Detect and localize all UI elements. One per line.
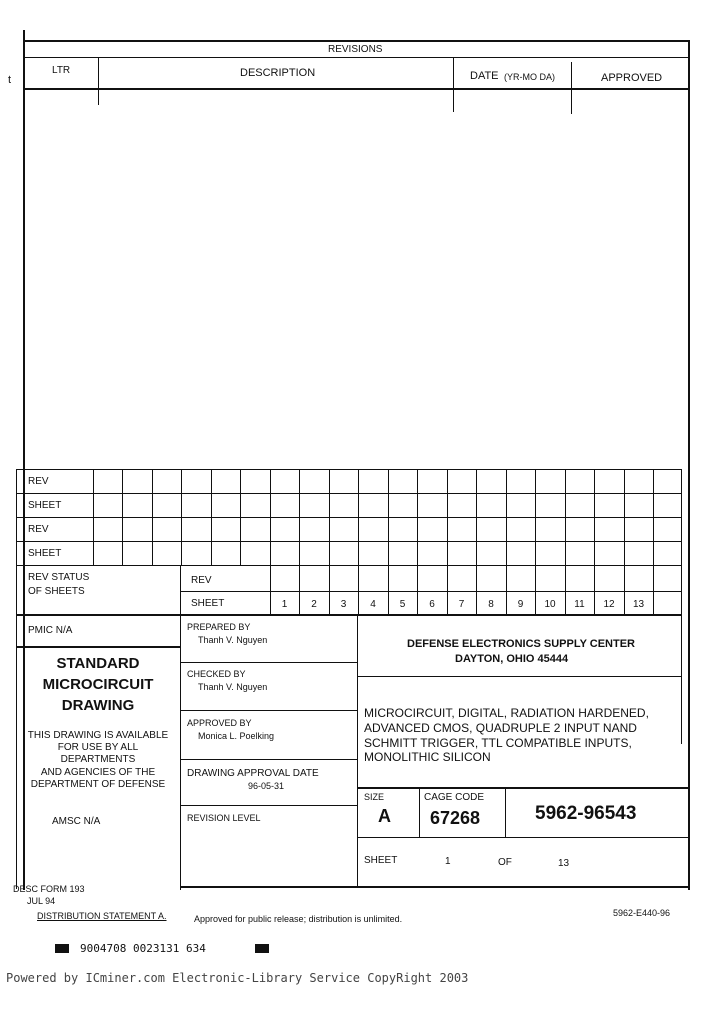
form-date: JUL 94 (27, 896, 56, 906)
item-title-line1: MICROCIRCUIT, DIGITAL, RADIATION HARDENED, (364, 706, 649, 720)
sheet-number-3: 3 (340, 599, 347, 610)
checked-by-label: CHECKED BY (187, 669, 246, 679)
sheet-number-7: 7 (458, 599, 465, 610)
approval-date-value: 96-05-31 (248, 781, 285, 791)
revisions-title: REVISIONS (328, 44, 383, 55)
date-format: (YR-MO DA) (504, 72, 555, 82)
barcode-block-left (55, 944, 69, 953)
sheet-number-1: 1 (281, 599, 288, 610)
size-label: SIZE (364, 792, 385, 802)
sheet-number-4: 4 (370, 599, 376, 610)
sheet-number-10: 10 (544, 599, 556, 610)
availability-line3: DEPARTMENTS (60, 754, 136, 765)
revision-level-label: REVISION LEVEL (187, 813, 261, 823)
form-bottom-border (180, 886, 690, 888)
rev-status-sheet-label: SHEET (191, 598, 225, 609)
sheet-label: SHEET (364, 855, 398, 866)
approved-by-name: Monica L. Poelking (198, 731, 275, 741)
availability-line2: FOR USE BY ALL (57, 742, 139, 753)
cage-code-value: 67268 (430, 808, 481, 828)
sheet-value: 1 (445, 856, 451, 867)
approved-header: APPROVED (601, 72, 663, 84)
form-number: DESC FORM 193 (13, 884, 85, 894)
approval-date-label: DRAWING APPROVAL DATE (187, 768, 319, 779)
title-microcircuit: MICROCIRCUIT (42, 676, 154, 693)
title-standard: STANDARD (56, 655, 140, 672)
ltr-header: LTR (52, 65, 71, 76)
grid-sheet-label-2: SHEET (28, 548, 62, 559)
title-drawing: DRAWING (61, 697, 135, 714)
size-value: A (378, 806, 391, 826)
description-header: DESCRIPTION (240, 67, 316, 79)
barcode-block-right (255, 944, 269, 953)
of-value: 13 (558, 858, 570, 869)
sheet-number-12: 12 (603, 599, 615, 610)
sheet-number-8: 8 (488, 599, 494, 610)
grid-rev-label-1: REV (28, 476, 49, 487)
barcode-text: 9004708 0023131 634 (80, 942, 206, 955)
availability-line5: DEPARTMENT OF DEFENSE (30, 779, 166, 790)
amsc-label: AMSC N/A (52, 816, 101, 827)
sheet-number-13: 13 (632, 599, 645, 610)
revisions-top-border (23, 40, 690, 42)
sheet-number-5: 5 (399, 599, 406, 610)
prepared-by-label: PREPARED BY (187, 622, 251, 632)
date-header: DATE (470, 70, 499, 82)
item-title-line4: MONOLITHIC SILICON (364, 750, 491, 764)
approved-by-label: APPROVED BY (187, 718, 252, 728)
powered-by-text: Powered by ICminer.com Electronic-Library Service CopyRight 2003 (6, 971, 469, 985)
rev-status-label-line1: REV STATUS (28, 572, 90, 583)
agency-name: DEFENSE ELECTRONICS SUPPLY CENTER (407, 638, 635, 650)
item-title-line2: ADVANCED CMOS, QUADRUPLE 2 INPUT NAND (364, 721, 637, 735)
availability-line4: AND AGENCIES OF THE (40, 767, 156, 778)
margin-mark: t (8, 74, 12, 86)
cage-code-label: CAGE CODE (424, 792, 485, 803)
availability-line1: THIS DRAWING IS AVAILABLE (27, 730, 169, 741)
checked-by-name: Thanh V. Nguyen (198, 682, 268, 692)
sheet-number-2: 2 (311, 599, 317, 610)
agency-location: DAYTON, OHIO 45444 (455, 653, 569, 665)
sheet-number-9: 9 (517, 599, 524, 610)
drawing-number: 5962-96543 (535, 803, 637, 824)
grid-rev-label-2: REV (28, 524, 49, 535)
distribution-label: DISTRIBUTION STATEMENT A. (37, 911, 167, 921)
rev-status-label-line2: OF SHEETS (28, 586, 85, 597)
distribution-text: Approved for public release; distribution is unlimited. (194, 914, 403, 924)
of-label: OF (498, 857, 512, 868)
pmic-label: PMIC N/A (28, 625, 73, 636)
item-title-line3: SCHMITT TRIGGER, TTL COMPATIBLE INPUTS, (364, 736, 632, 750)
sheet-number-11: 11 (574, 599, 585, 610)
prepared-by-name: Thanh V. Nguyen (198, 635, 268, 645)
rev-status-rev-label: REV (191, 575, 212, 586)
grid-sheet-label-1: SHEET (28, 500, 62, 511)
sheet-number-6: 6 (429, 599, 435, 610)
form-code: 5962-E440-96 (613, 908, 671, 918)
form-right-border (688, 40, 690, 890)
